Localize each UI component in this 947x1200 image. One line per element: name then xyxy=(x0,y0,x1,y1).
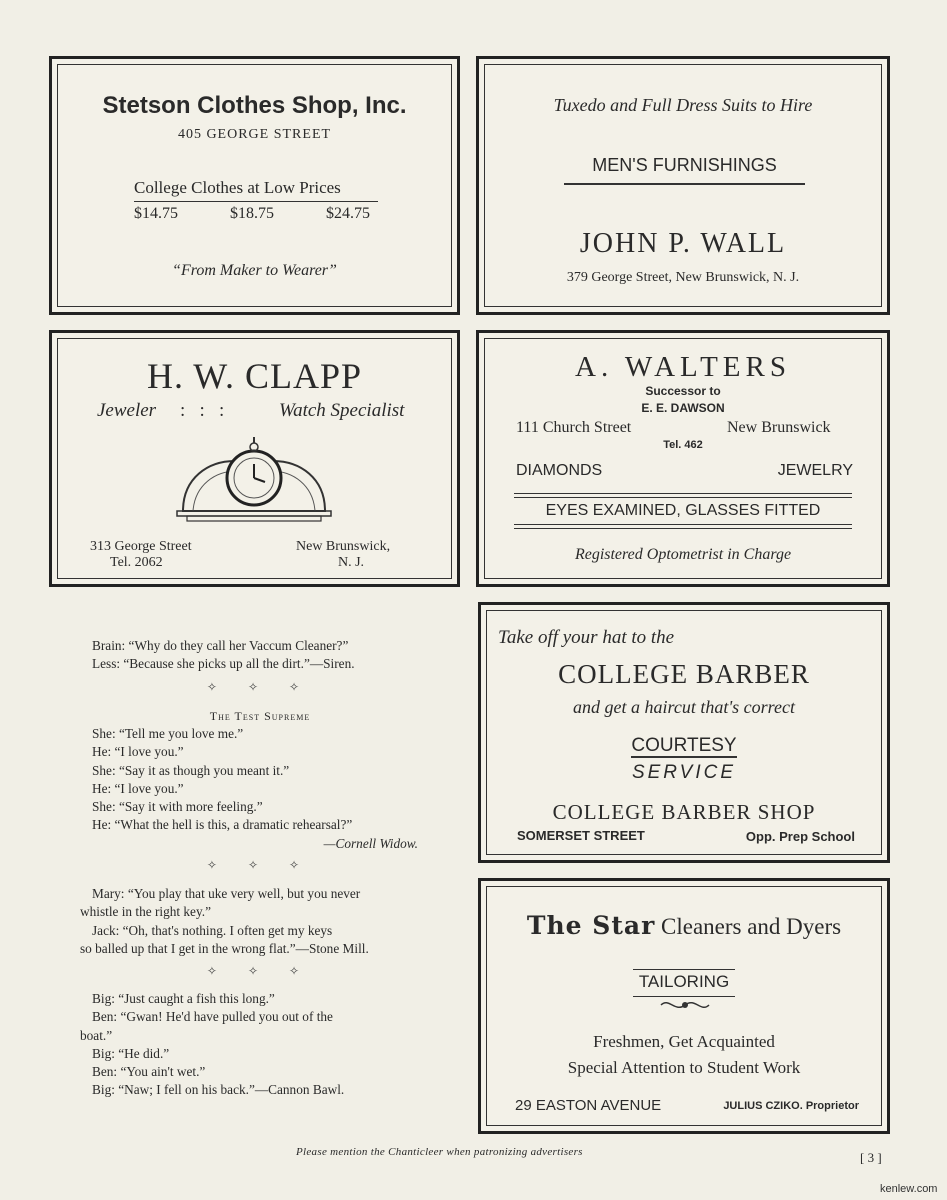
wall-name: JOHN P. WALL xyxy=(579,228,787,259)
clapp-colons: : : : xyxy=(180,400,225,421)
star-line2: Special Attention to Student Work xyxy=(567,1058,801,1077)
barber-service: SERVICE xyxy=(631,762,737,783)
walters-ad xyxy=(476,330,890,587)
joke-line: Brain: “Why do they call her Vaccum Cleaner?” xyxy=(92,638,349,653)
joke-credit: —Cornell Widow. xyxy=(323,835,418,851)
clapp-tel: Tel. 2062 xyxy=(110,555,163,570)
barber-courtesy xyxy=(481,735,887,757)
walters-reg: Registered Optometrist in Charge xyxy=(574,546,792,563)
clapp-address: 313 George Street xyxy=(90,539,192,554)
joke-line: so balled up that I get in the wrong flat.”—Stone Mill. xyxy=(80,940,369,956)
walters-diamonds: DIAMONDS xyxy=(516,462,603,479)
wall-ad xyxy=(476,56,890,315)
joke-line: Ben: “Gwan! He'd have pulled you out of the xyxy=(92,1009,333,1025)
barber-opp: Opp. Prep School xyxy=(745,829,855,844)
barber-shop: COLLEGE BARBER SHOP xyxy=(552,800,816,824)
stetson-address: 405 GEORGE STREET xyxy=(177,127,332,142)
clapp-ad xyxy=(49,330,460,587)
jokes-block-2 xyxy=(80,725,440,853)
barber-line2: and get a haircut that's correct xyxy=(573,697,795,717)
walters-tel: Tel. 462 xyxy=(663,439,703,451)
stetson-price-1: $14.75 xyxy=(134,205,178,222)
joke-line: He: “I love you.” xyxy=(92,744,184,760)
jokes-block-1 xyxy=(80,637,440,674)
wall-line1: Tuxedo and Full Dress Suits to Hire xyxy=(553,95,813,115)
joke-line: boat.” xyxy=(80,1027,113,1043)
star-owner: JULIUS CZIKO. Proprietor xyxy=(723,1100,859,1112)
star-tailoring: TAILORING xyxy=(633,969,735,997)
clapp-watch: Watch Specialist xyxy=(279,400,405,421)
walters-city: New Brunswick xyxy=(727,419,831,436)
barber-name: COLLEGE BARBER xyxy=(558,659,810,689)
walters-name: A. WALTERS xyxy=(575,351,791,383)
joke-line: Jack: “Oh, that's nothing. I often get my keys xyxy=(92,922,333,938)
barber-ad xyxy=(478,602,890,863)
star-rest: Cleaners and Dyers xyxy=(661,914,842,939)
jokes-divider-2: ✧ ✧ ✧ xyxy=(206,858,314,872)
joke-line: She: “Say it as though you meant it.” xyxy=(92,762,290,778)
clapp-name: H. W. CLAPP xyxy=(146,356,363,396)
watermark: kenlew.com xyxy=(880,1183,938,1195)
stetson-motto: “From Maker to Wearer” xyxy=(172,262,337,279)
stetson-price-2: $18.75 xyxy=(230,205,274,222)
stetson-name: Stetson Clothes Shop, Inc. xyxy=(102,92,407,119)
jokes-divider-1: ✧ ✧ ✧ xyxy=(206,680,314,694)
walters-rule-bottom xyxy=(514,524,852,529)
page-number: [ 3 ] xyxy=(860,1150,882,1165)
clapp-jeweler: Jeweler xyxy=(97,400,157,421)
walters-successor: Successor to xyxy=(645,384,721,398)
flourish-ornament-icon xyxy=(659,997,711,1013)
stetson-price-3: $24.75 xyxy=(326,205,370,222)
star-brand: The Star xyxy=(526,911,656,940)
barber-street: SOMERSET STREET xyxy=(517,828,645,843)
joke-line: Ben: “You ain't wet.” xyxy=(92,1064,206,1080)
wall-line2: MEN'S FURNISHINGS xyxy=(564,155,805,185)
jokes-block-3 xyxy=(80,885,440,958)
barber-line1: Take off your hat to the xyxy=(498,627,675,648)
joke-line: whistle in the right key.” xyxy=(80,904,211,920)
stetson-ad xyxy=(49,56,460,315)
star-ad xyxy=(478,878,890,1134)
joke-line: Big: “He did.” xyxy=(92,1045,170,1061)
walters-eyes: EYES EXAMINED, GLASSES FITTED xyxy=(545,502,821,519)
stetson-rule xyxy=(134,201,378,202)
clapp-state: N. J. xyxy=(338,555,365,570)
joke-line: Big: “Just caught a fish this long.” xyxy=(92,991,275,1006)
joke-line: Less: “Because she picks up all the dirt.”—Siren. xyxy=(92,656,355,672)
walters-jewelry: JEWELRY xyxy=(777,462,853,479)
stetson-tagline: College Clothes at Low Prices xyxy=(134,178,341,197)
clapp-city: New Brunswick, xyxy=(296,539,391,554)
star-address: 29 EASTON AVENUE xyxy=(515,1097,662,1114)
jokes-divider-3: ✧ ✧ ✧ xyxy=(206,964,314,978)
walters-prev: E. E. DAWSON xyxy=(641,401,725,415)
joke-line: She: “Tell me you love me.” xyxy=(92,726,244,741)
mantel-clock-icon xyxy=(173,433,335,527)
star-line1: Freshmen, Get Acquainted xyxy=(593,1032,775,1051)
test-supreme-title: The Test Supreme xyxy=(209,709,311,723)
joke-line: She: “Say it with more feeling.” xyxy=(92,799,263,815)
joke-line: Big: “Naw; I fell on his back.”—Cannon Bawl. xyxy=(92,1082,345,1098)
walters-rule-top xyxy=(514,493,852,498)
joke-line: He: “I love you.” xyxy=(92,780,184,796)
walters-address: 111 Church Street xyxy=(516,419,632,436)
jokes-block-4 xyxy=(80,990,440,1100)
star-heading xyxy=(481,911,887,940)
barber-courtesy-text: COURTESY xyxy=(631,735,737,756)
joke-line: He: “What the hell is this, a dramatic rehearsal?” xyxy=(92,817,353,833)
joke-line: Mary: “You play that uke very well, but you never xyxy=(92,886,361,901)
wall-address: 379 George Street, New Brunswick, N. J. xyxy=(566,270,800,285)
footer-note: Please mention the Chanticleer when patronizing advertisers xyxy=(296,1146,583,1158)
